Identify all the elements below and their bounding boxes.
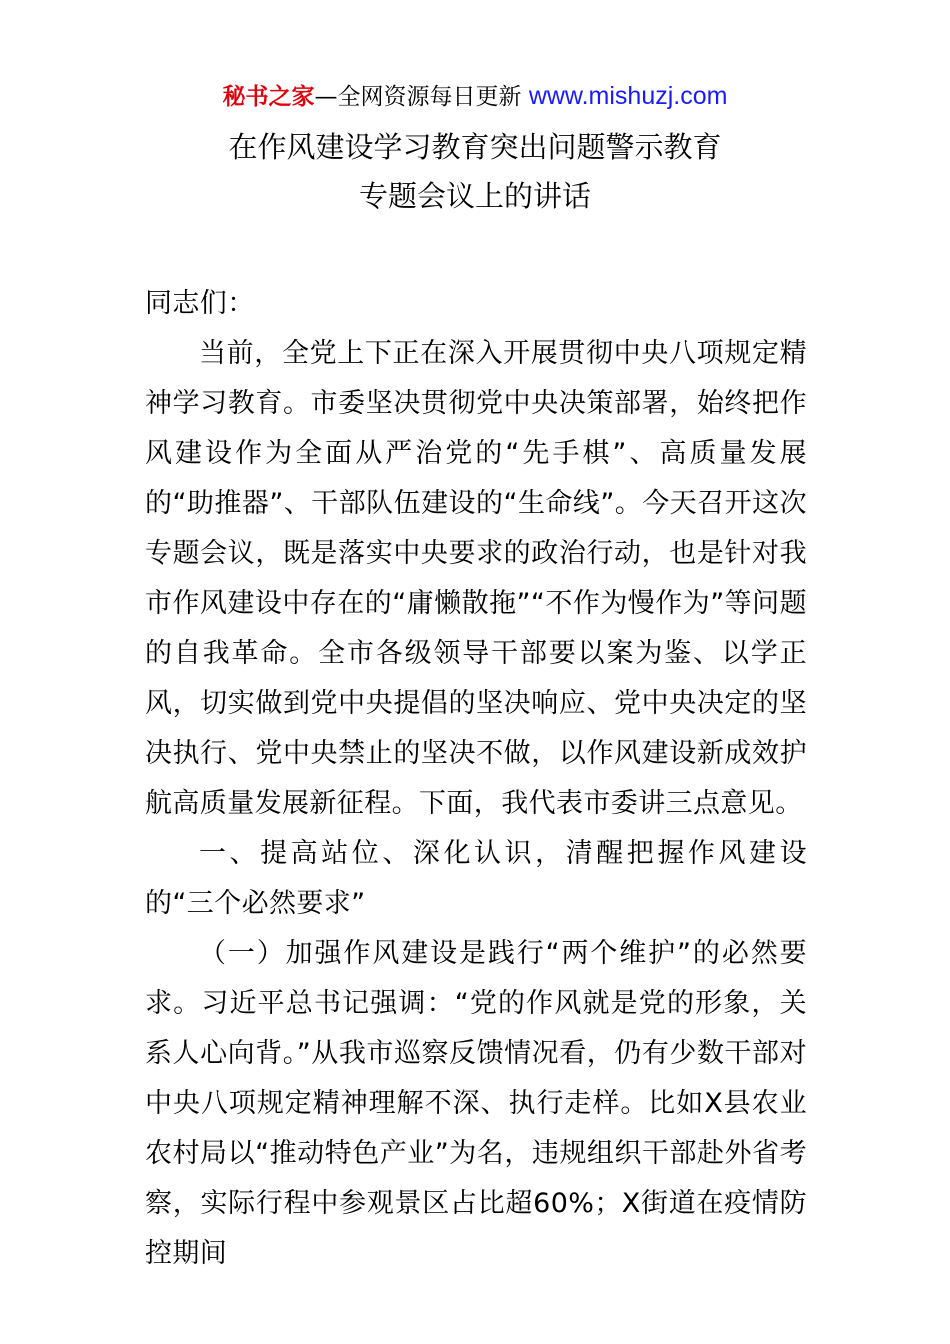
document-title-line-1: 在作风建设学习教育突出问题警示教育 xyxy=(228,130,722,164)
section-heading: 一、提高站位、深化认识，清醒把握作风建设的“三个必然要求” xyxy=(145,838,807,919)
site-url-link[interactable]: www.mishuzj.com xyxy=(528,82,728,110)
body-paragraph: 当前，全党上下正在深入开展贯彻中央八项规定精神学习教育。市委坚决贯彻党中央决策部署，始终把作风建设作为全面从严治党的“先手棋”、高质量发展的“助推器”、干部队伍建设的“生命线”。今天召开这次专题会议，既是落实中央要求的政治行动，也是针对我市作风建设中存在的“庸懒散拖”“不作为慢作为”等问题的自我革命。全市各级领导干部要以案为鉴、以学正风，切实做到党中央提倡的坚决响应、党中央决定的坚决执行、党中央禁止的坚决不做，以作风建设新成效护航高质量发展新征程。下面，我代表市委讲三点意见。 xyxy=(145,338,807,819)
brand-name: 秘书之家 xyxy=(222,84,315,110)
document-body xyxy=(145,279,807,1279)
site-header xyxy=(0,80,950,113)
document-title-line-2: 专题会议上的讲话 xyxy=(358,179,591,213)
header-tagline: —全网资源每日更新 xyxy=(314,84,522,110)
body-paragraph: （一）加强作风建设是践行“两个维护”的必然要求。习近平总书记强调：“党的作风就是党的形象，关系人心向背。”从我市巡察反馈情况看，仍有少数干部对中央八项规定精神理解不深、执行走样。比如X县农业农村局以“推动特色产业”为名，违规组织干部赴外省考察，实际行程中参观景区占比超60%；X街道在疫情防控期间 xyxy=(145,938,807,1269)
salutation: 同志们： xyxy=(145,288,255,319)
